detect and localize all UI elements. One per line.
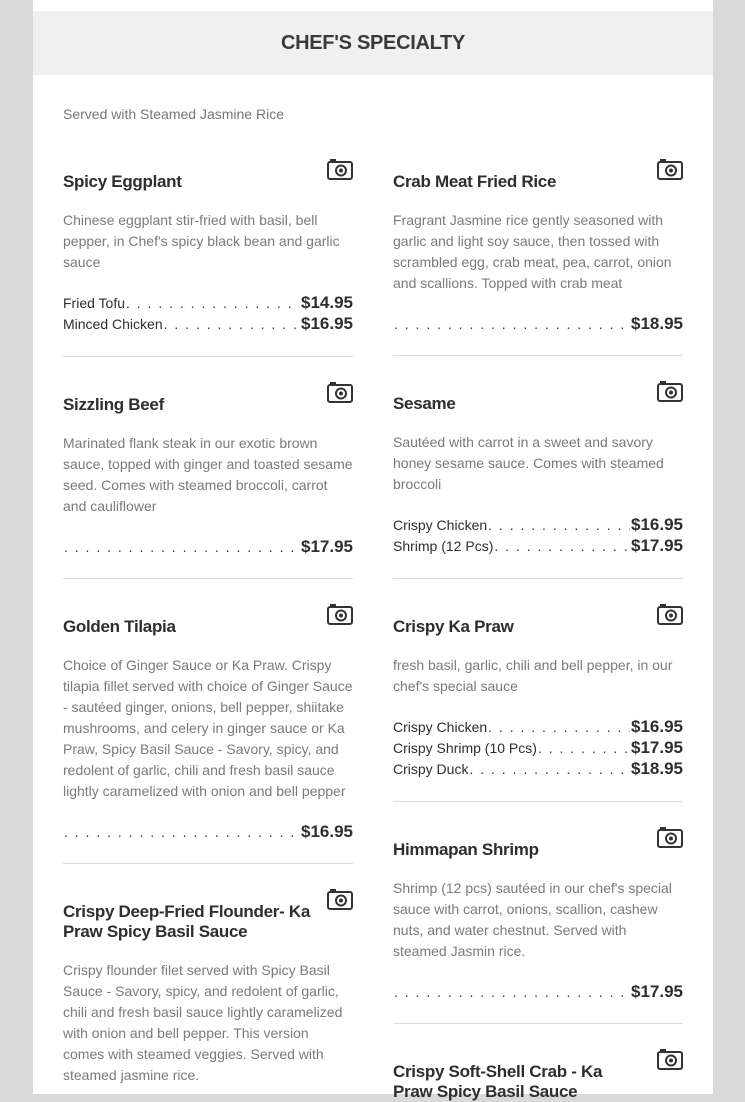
price-row (63, 537, 353, 558)
camera-icon[interactable] (657, 603, 683, 625)
price-row (393, 982, 683, 1003)
section-subtitle: Served with Steamed Jasmine Rice (63, 106, 284, 122)
price-row (63, 314, 353, 335)
dot-leader (394, 316, 630, 332)
camera-icon[interactable] (327, 603, 353, 625)
price-row (63, 822, 353, 843)
item-name: Crispy Deep-Fried Flounder- Ka Praw Spicy Basil Sauce (63, 902, 310, 941)
camera-icon[interactable] (657, 158, 683, 180)
menu-panel (33, 0, 713, 1101)
price-value: $18.95 (631, 314, 683, 333)
price-value: $17.95 (631, 982, 683, 1001)
camera-icon[interactable] (657, 1048, 683, 1070)
dot-leader (164, 316, 300, 332)
price-value: $16.95 (631, 717, 683, 736)
price-value: $16.95 (301, 314, 353, 333)
price-value: $17.95 (301, 537, 353, 556)
dot-leader (469, 761, 630, 777)
item-description: Sautéed with carrot in a sweet and savory honey sesame sauce. Comes with steamed broccoli (393, 434, 664, 492)
price-row (393, 738, 683, 759)
price-list (63, 822, 353, 843)
camera-icon[interactable] (657, 826, 683, 848)
dot-leader (494, 538, 630, 554)
price-option-label: Crispy Duck (393, 761, 469, 777)
price-value: $18.95 (631, 759, 683, 778)
camera-icon[interactable] (327, 158, 353, 180)
price-option-label: Minced Chicken (63, 316, 163, 332)
item-name: Spicy Eggplant (63, 172, 182, 191)
price-list (63, 293, 353, 335)
item-description: Fragrant Jasmine rice gently seasoned with garlic and light soy sauce, then tossed with scrambled egg, crab meat, pea, carrot, onion and scallions. Topped with crab meat (393, 212, 672, 291)
price-option-label: Crispy Chicken (393, 719, 488, 735)
price-value: $17.95 (631, 738, 683, 757)
camera-icon[interactable] (327, 888, 353, 910)
item-name: Crispy Soft-Shell Crab - Ka Praw Spicy Basil Sauce (393, 1062, 603, 1101)
item-divider (393, 355, 683, 356)
price-value: $14.95 (301, 293, 353, 312)
item-divider (393, 1023, 683, 1024)
price-row (393, 314, 683, 335)
item-description: Marinated flank steak in our exotic brown sauce, topped with ginger and toasted sesame seed. Comes with steamed broccoli, carrot and cauliflower (63, 435, 353, 514)
section-header (33, 11, 713, 75)
dot-leader (64, 539, 300, 555)
item-name: Sesame (393, 394, 456, 413)
price-list (393, 515, 683, 557)
price-list (393, 314, 683, 335)
price-row (393, 717, 683, 738)
price-value: $17.95 (631, 536, 683, 555)
item-description: Choice of Ginger Sauce or Ka Praw. Crispy tilapia fillet served with choice of Ginger Sauce - sautéed ginger, onions, bell pepper, shiitake mushrooms, and celery in ginger sauce or Ka Praw, Spicy Basil Sauce - Savory, spicy, and redolent of garlic, chili and fresh basil sauce lightly caramelized with onion and bell pepper (63, 657, 353, 799)
item-divider (393, 578, 683, 579)
price-option-label: Crispy Shrimp (10 Pcs) (393, 740, 537, 756)
price-list (63, 537, 353, 558)
item-description: Crispy flounder filet served with Spicy Basil Sauce - Savory, spicy, and redolent of garlic, chili and fresh basil sauce lightly caramelized with onion and bell pepper. This version comes with steamed veggies. Served with steamed jasmine rice. (63, 962, 343, 1083)
price-row (63, 293, 353, 314)
item-divider (63, 863, 353, 864)
item-name: Sizzling Beef (63, 395, 164, 414)
item-name: Crispy Ka Praw (393, 617, 514, 636)
camera-icon[interactable] (327, 381, 353, 403)
dot-leader (126, 295, 300, 311)
price-option-label: Fried Tofu (63, 295, 125, 311)
dot-leader (394, 984, 630, 1000)
dot-leader (488, 719, 630, 735)
price-row (393, 515, 683, 536)
price-row (393, 759, 683, 780)
price-option-label: Crispy Chicken (393, 517, 488, 533)
price-option-label: Shrimp (12 Pcs) (393, 538, 494, 554)
item-description: Shrimp (12 pcs) sautéed in our chef's special sauce with carrot, onions, scallion, cashew nuts, and water chestnut. Served with steamed Jasmin rice. (393, 880, 672, 959)
dot-leader (488, 517, 630, 533)
camera-icon[interactable] (657, 380, 683, 402)
item-divider (393, 801, 683, 802)
item-description: Chinese eggplant stir-fried with basil, bell pepper, in Chef's spicy black bean and garlic sauce (63, 212, 340, 270)
price-list (393, 717, 683, 780)
price-row (393, 536, 683, 557)
page-title: CHEF'S SPECIALTY (280, 31, 466, 54)
dot-leader (538, 740, 630, 756)
item-description: fresh basil, garlic, chili and bell pepper, in our chef's special sauce (393, 657, 673, 694)
dot-leader (64, 824, 300, 840)
item-divider (63, 578, 353, 579)
item-name: Himmapan Shrimp (393, 840, 539, 859)
item-name: Golden Tilapia (63, 617, 176, 636)
price-list (393, 982, 683, 1003)
price-value: $16.95 (301, 822, 353, 841)
item-divider (63, 356, 353, 357)
price-value: $16.95 (631, 515, 683, 534)
item-name: Crab Meat Fried Rice (393, 172, 557, 191)
